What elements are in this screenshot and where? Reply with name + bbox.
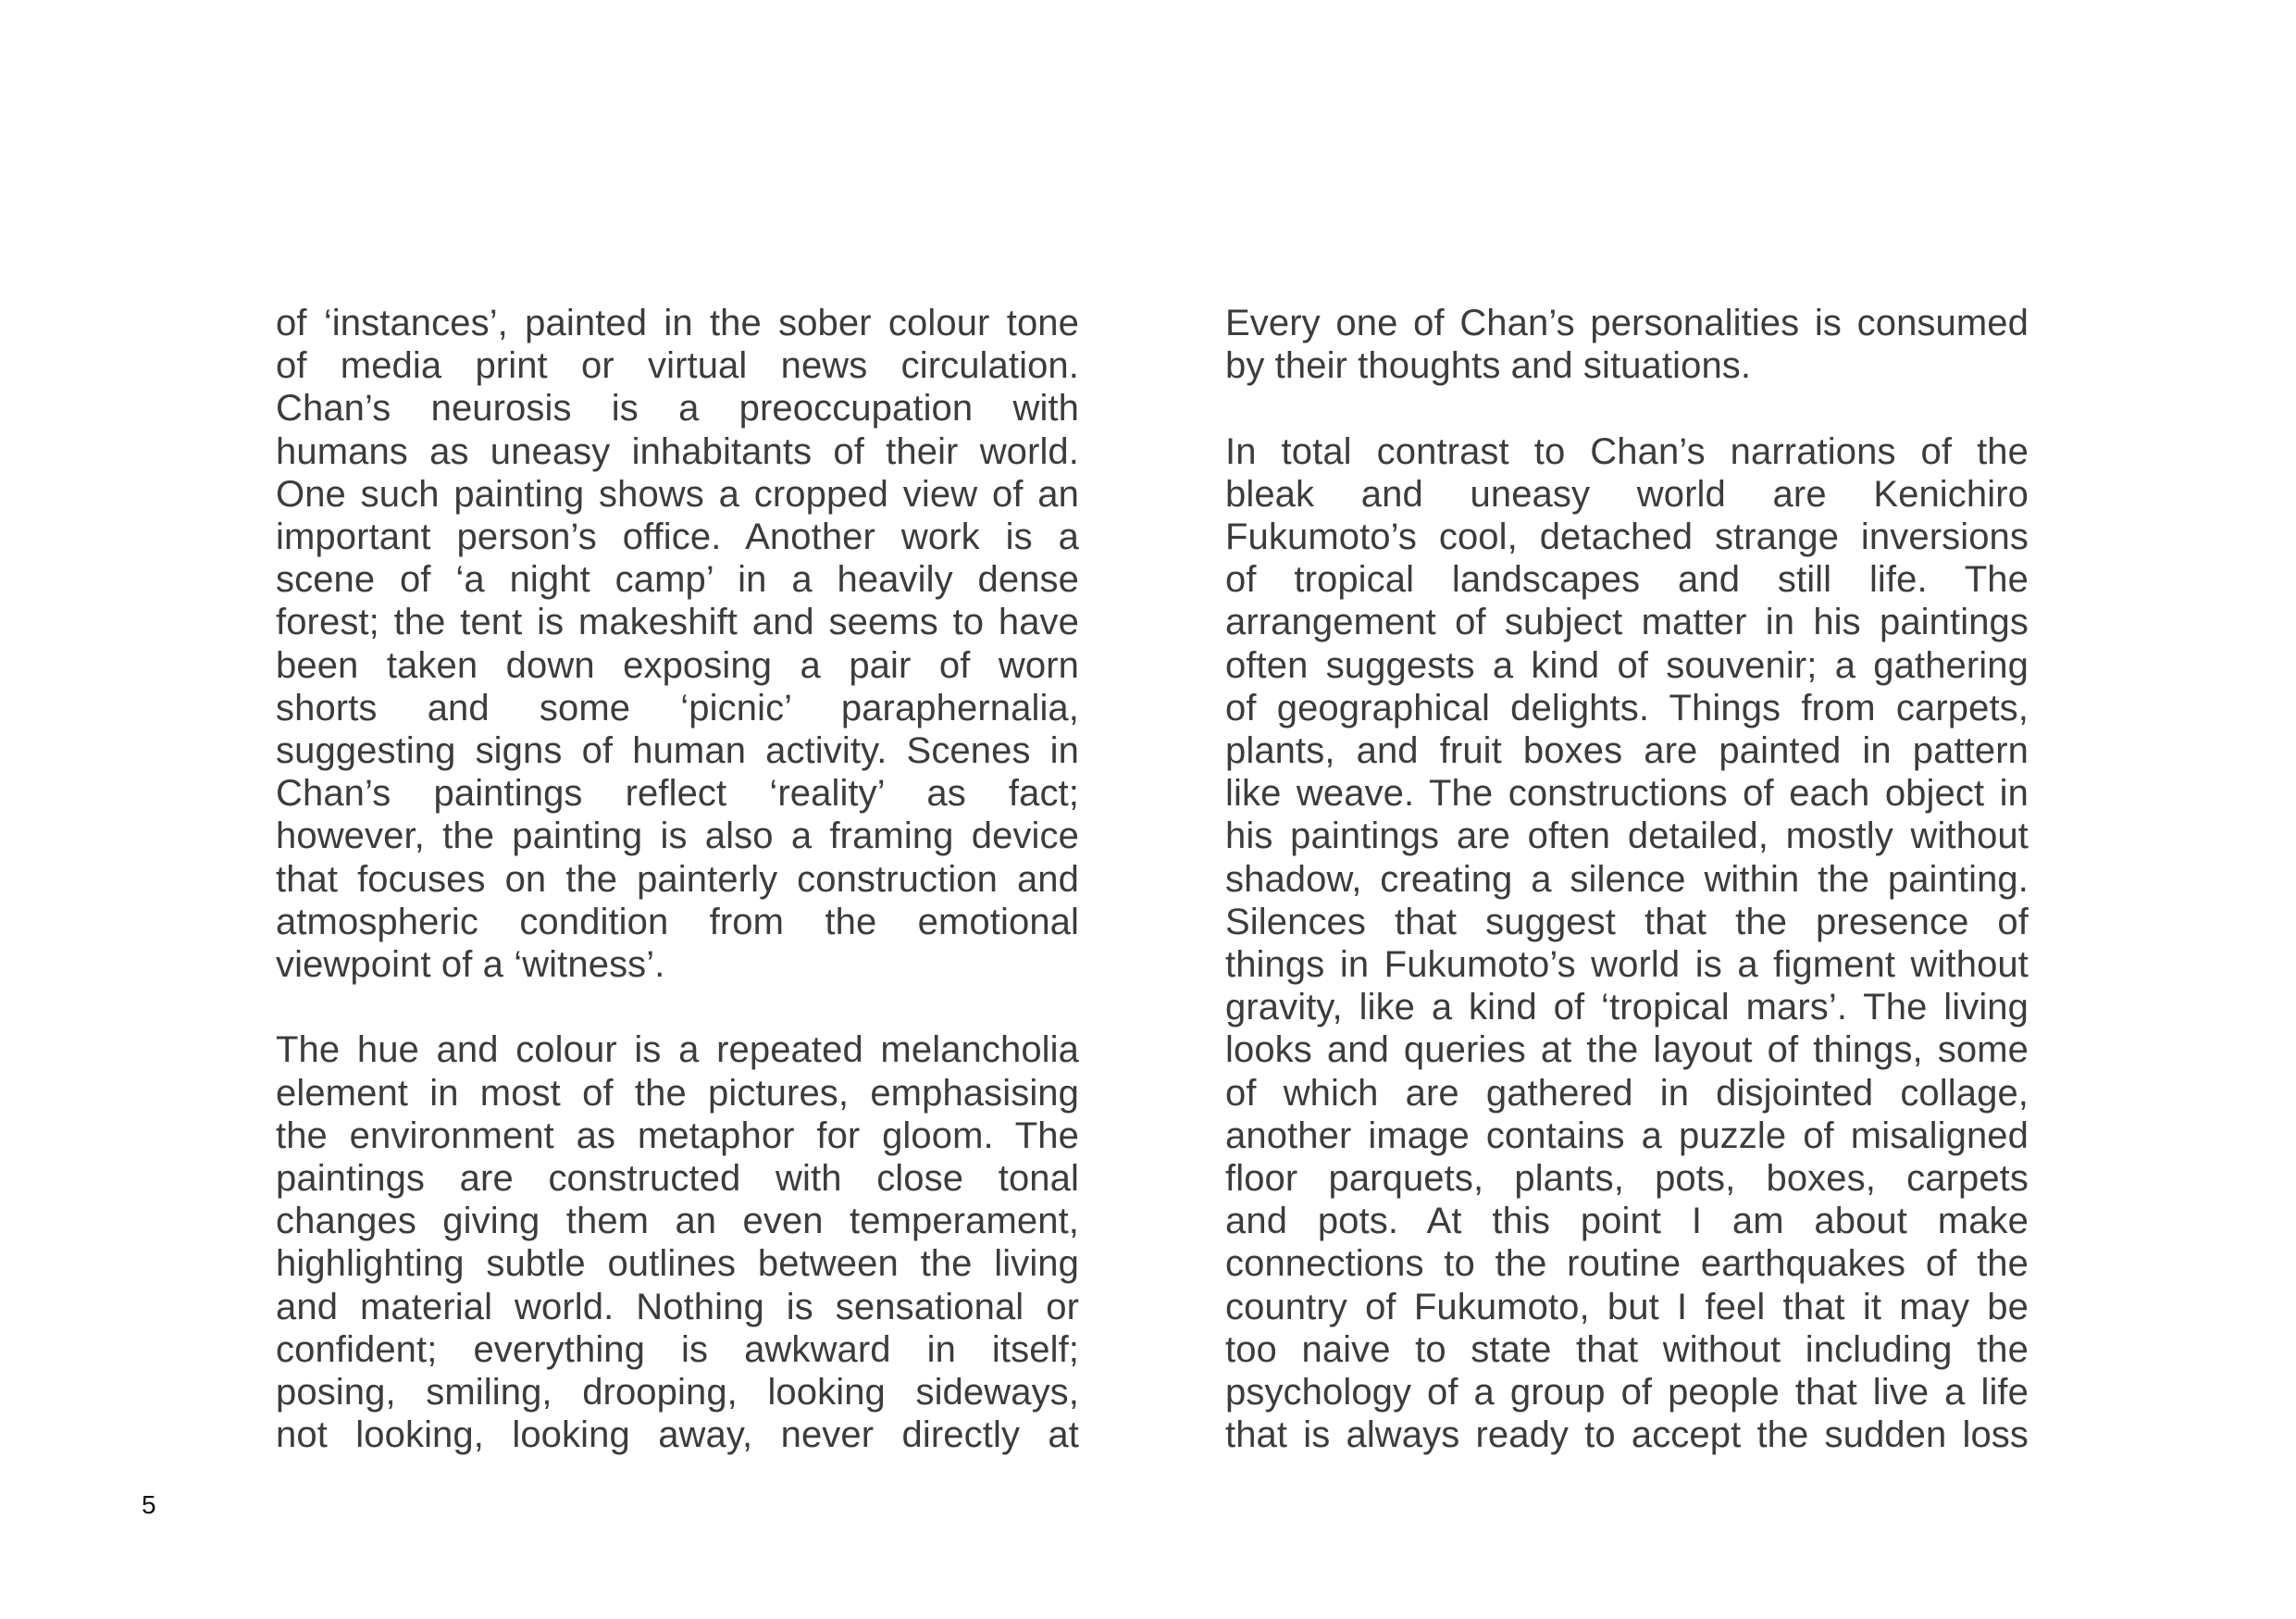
text-line: changes giving them an even temperament, bbox=[276, 1201, 1079, 1242]
text-line: and pots. At this point I am about make bbox=[1225, 1201, 2029, 1242]
text-line: of media print or virtual news circulation. bbox=[276, 345, 1079, 387]
text-line: posing, smiling, drooping, looking sideways, bbox=[276, 1372, 1079, 1414]
text-line: forest; the tent is makeshift and seems to have bbox=[276, 602, 1079, 643]
text-line: bleak and uneasy world are Kenichiro bbox=[1225, 473, 2029, 515]
text-line: country of Fukumoto, but I feel that it may be bbox=[1225, 1286, 2029, 1327]
text-line: One such painting shows a cropped view of an bbox=[276, 473, 1079, 515]
text-line: that is always ready to accept the sudden loss bbox=[1225, 1414, 2029, 1456]
text-line: been taken down exposing a pair of worn bbox=[276, 644, 1079, 686]
text-line: paintings are constructed with close tonal bbox=[276, 1158, 1079, 1200]
text-line: of ‘instances’, painted in the sober colour tone bbox=[276, 303, 1079, 343]
text-line: too naive to state that without including the bbox=[1225, 1328, 2029, 1370]
text-line: shadow, creating a silence within the painting. bbox=[1225, 858, 2029, 900]
text-line: floor parquets, plants, pots, boxes, carpets bbox=[1225, 1158, 2029, 1200]
text-line: connections to the routine earthquakes of the bbox=[1225, 1243, 2029, 1285]
text-line: that focuses on the painterly construction and bbox=[276, 858, 1079, 900]
page-number: 5 bbox=[142, 1490, 156, 1519]
text-line: by their thoughts and situations. bbox=[1225, 345, 1752, 387]
text-line: scene of ‘a night camp’ in a heavily dense bbox=[276, 559, 1079, 601]
text-line: plants, and fruit boxes are painted in pattern bbox=[1225, 730, 2029, 772]
text-line: his paintings are often detailed, mostly without bbox=[1225, 816, 2029, 857]
text-line: of which are gathered in disjointed collage, bbox=[1225, 1072, 2029, 1114]
text-line: things in Fukumoto’s world is a figment without bbox=[1225, 944, 2029, 986]
text-line: looks and queries at the layout of things, some bbox=[1225, 1029, 2029, 1071]
text-line: however, the painting is also a framing device bbox=[276, 816, 1079, 857]
text-line: of tropical landscapes and still life. The bbox=[1225, 559, 2029, 601]
text-line: element in most of the pictures, emphasising bbox=[276, 1072, 1079, 1114]
text-line: In total contrast to Chan’s narrations of the bbox=[1225, 430, 2029, 472]
text-line: The hue and colour is a repeated melancholia bbox=[276, 1029, 1079, 1071]
text-line: gravity, like a kind of ‘tropical mars’. The living bbox=[1225, 987, 2029, 1028]
text-line: Silences that suggest that the presence of bbox=[1225, 901, 2029, 942]
text-line: confident; everything is awkward in itself; bbox=[276, 1328, 1079, 1370]
text-line: Fukumoto’s cool, detached strange inversions bbox=[1225, 517, 2029, 557]
text-line: and material world. Nothing is sensational or bbox=[276, 1286, 1079, 1327]
text-line: important person’s office. Another work is a bbox=[276, 517, 1079, 558]
text-line: arrangement of subject matter in his paintings bbox=[1225, 602, 2029, 643]
text-line: psychology of a group of people that live a life bbox=[1225, 1372, 2029, 1414]
left-text-column bbox=[276, 302, 1079, 1456]
paragraph-left-1 bbox=[276, 302, 1079, 986]
paragraph-right-2 bbox=[1225, 430, 2029, 1457]
text-line: viewpoint of a ‘witness’. bbox=[276, 944, 665, 986]
text-line: humans as uneasy inhabitants of their world. bbox=[276, 430, 1079, 472]
text-line: often suggests a kind of souvenir; a gathering bbox=[1225, 644, 2029, 686]
paragraph-left-2 bbox=[276, 1028, 1079, 1456]
text-line: of geographical delights. Things from carpets, bbox=[1225, 687, 2029, 729]
text-line: suggesting signs of human activity. Scenes in bbox=[276, 730, 1079, 772]
text-line: atmospheric condition from the emotional bbox=[276, 901, 1079, 942]
text-line: highlighting subtle outlines between the living bbox=[276, 1243, 1079, 1285]
text-line: another image contains a puzzle of misaligned bbox=[1225, 1115, 2029, 1156]
text-line: like weave. The constructions of each object in bbox=[1225, 773, 2029, 815]
text-line: not looking, looking away, never directly at bbox=[276, 1414, 1079, 1456]
paragraph-right-1 bbox=[1225, 302, 2029, 387]
text-line: Chan’s neurosis is a preoccupation with bbox=[276, 388, 1079, 430]
right-text-column bbox=[1225, 302, 2029, 1456]
text-line: Chan’s paintings reflect ‘reality’ as fact; bbox=[276, 773, 1079, 815]
text-line: the environment as metaphor for gloom. The bbox=[276, 1115, 1079, 1156]
text-line: Every one of Chan’s personalities is consumed bbox=[1225, 303, 2029, 343]
text-line: shorts and some ‘picnic’ paraphernalia, bbox=[276, 687, 1079, 729]
